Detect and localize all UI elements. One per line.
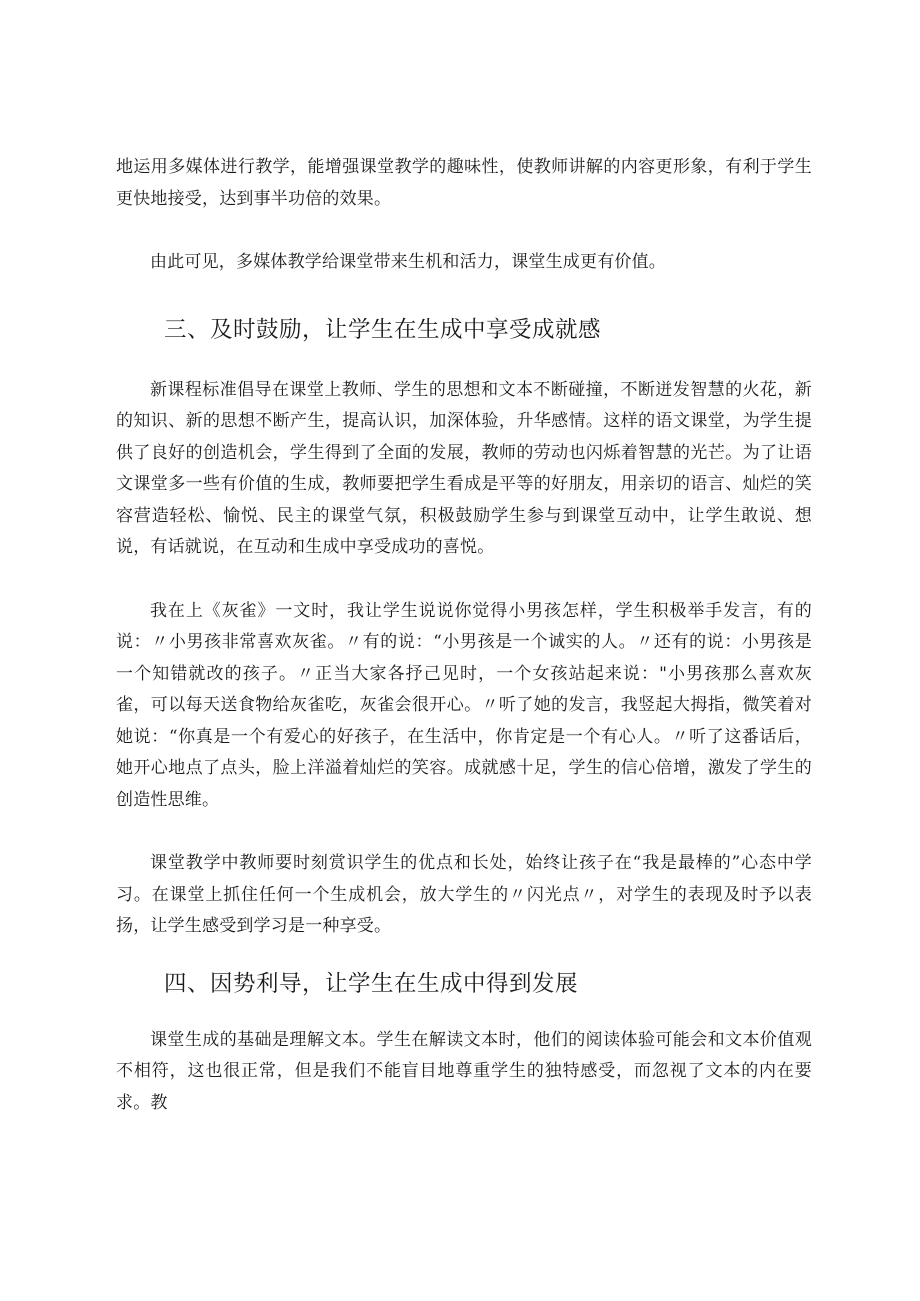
document-page <box>116 152 812 1119</box>
paragraph-3: 新课程标准倡导在课堂上教师、学生的思想和文本不断碰撞，不断迸发智慧的火花，新的知识、新的思想不断产生，提高认识，加深体验，升华感情。这样的语文课堂，为学生提供了良好的创造机会，学生得到了全面的发展，教师的劳动也闪烁着智慧的光芒。为了让语文课堂多一些有价值的生成，教师要把学生看成是平等的好朋友，用亲切的语言、灿烂的笑容营造轻松、愉悦、民主的课堂气氛，积极鼓励学生参与到课堂互动中，让学生敢说、想说，有话就说，在互动和生成中享受成功的喜悦。 <box>116 379 812 557</box>
paragraph-2: 由此可见，多媒体教学给课堂带来生机和活力，课堂生成更有价值。 <box>150 252 666 272</box>
paragraph-1: 地运用多媒体进行教学，能增强课堂教学的趣味性，使教师讲解的内容更形象，有利于学生更快地接受，达到事半功倍的效果。 <box>116 157 812 209</box>
section-heading-4: 四、因势利导，让学生在生成中得到发展 <box>164 970 579 997</box>
paragraph-4: 我在上《灰雀》一文时，我让学生说说你觉得小男孩怎样，学生积极举手发言，有的说：〃小男孩非常喜欢灰雀。〃有的说：“小男孩是一个诚实的人。〃还有的说：小男孩是一个知错就改的孩子。〃正当大家各抒己见时，一个女孩站起来说："小男孩那么喜欢灰雀，可以每天送食物给灰雀吃，灰雀会很开心。〃听了她的发言，我竖起大拇指，微笑着对她说：“你真是一个有爱心的好孩子，在生活中，你肯定是一个有心人。〃听了这番话后，她开心地点了点头，脸上洋溢着灿烂的笑容。成就感十足，学生的信心倍增，激发了学生的创造性思维。 <box>116 600 812 810</box>
section-heading-3: 三、及时鼓励，让学生在生成中享受成就感 <box>164 316 602 343</box>
paragraph-5: 课堂教学中教师要时刻赏识学生的优点和长处，始终让孩子在“我是最棒的”心态中学习。在课堂上抓住任何一个生成机会，放大学生的〃闪光点〃，对学生的表现及时予以表扬，让学生感受到学习是一种享受。 <box>116 853 812 936</box>
paragraph-6: 课堂生成的基础是理解文本。学生在解读文本时，他们的阅读体验可能会和文本价值观不相符，这也很正常，但是我们不能盲目地尊重学生的独特感受，而忽视了文本的内在要求。教 <box>116 1029 812 1113</box>
